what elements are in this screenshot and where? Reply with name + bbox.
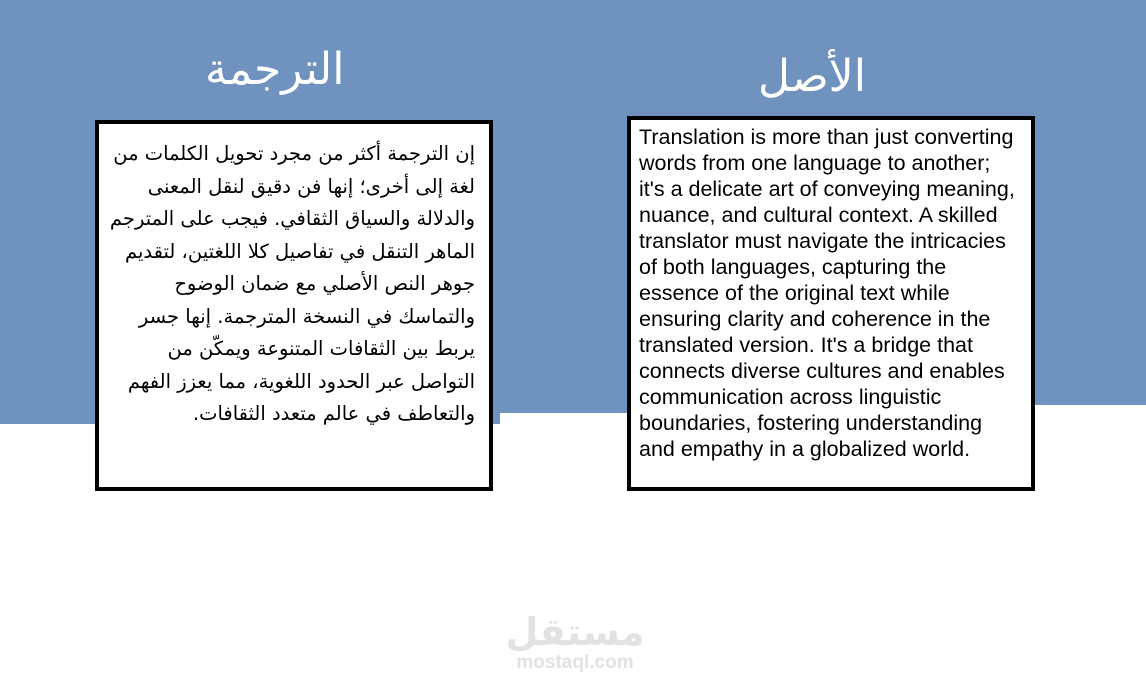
- original-heading: الأصل: [758, 51, 867, 102]
- translation-text: إن الترجمة أكثر من مجرد تحويل الكلمات من لغة إلى أخرى؛ إنها فن دقيق لنقل المعنى والدلالة والسياق الثقافي. فيجب على المترجم الماهر التنقل في تفاصيل كلا اللغتين، لتقديم جوهر النص الأصلي مع ضمان الوضوح والتماسك في النسخة المترجمة. إنها جسر يربط بين الثقافات المتنوعة ويمكّن من التواصل عبر الحدود اللغوية، مما يعزز الفهم والتعاطف في عالم متعدد الثقافات.: [109, 142, 475, 425]
- mostaql-watermark: [490, 612, 660, 674]
- watermark-arabic: مستقل: [505, 610, 645, 654]
- translation-text-box: [95, 120, 493, 491]
- background-band-right: [1030, 0, 1146, 405]
- translation-heading: الترجمة: [205, 44, 345, 95]
- original-text-box: [627, 116, 1035, 491]
- watermark-latin: mostaql.com: [516, 652, 634, 673]
- original-text: Translation is more than just converting words from one language to another; it's a delicate art of conveying meaning, nuance, and cultural context. A skilled translator must navigate the intricacies of both languages, capturing the essence of the original text while ensuring clarity and coherence in the translated version. It's a bridge that connects diverse cultures and enables communication across linguistic boundaries, fostering understanding and empathy in a globalized world.: [639, 125, 1015, 461]
